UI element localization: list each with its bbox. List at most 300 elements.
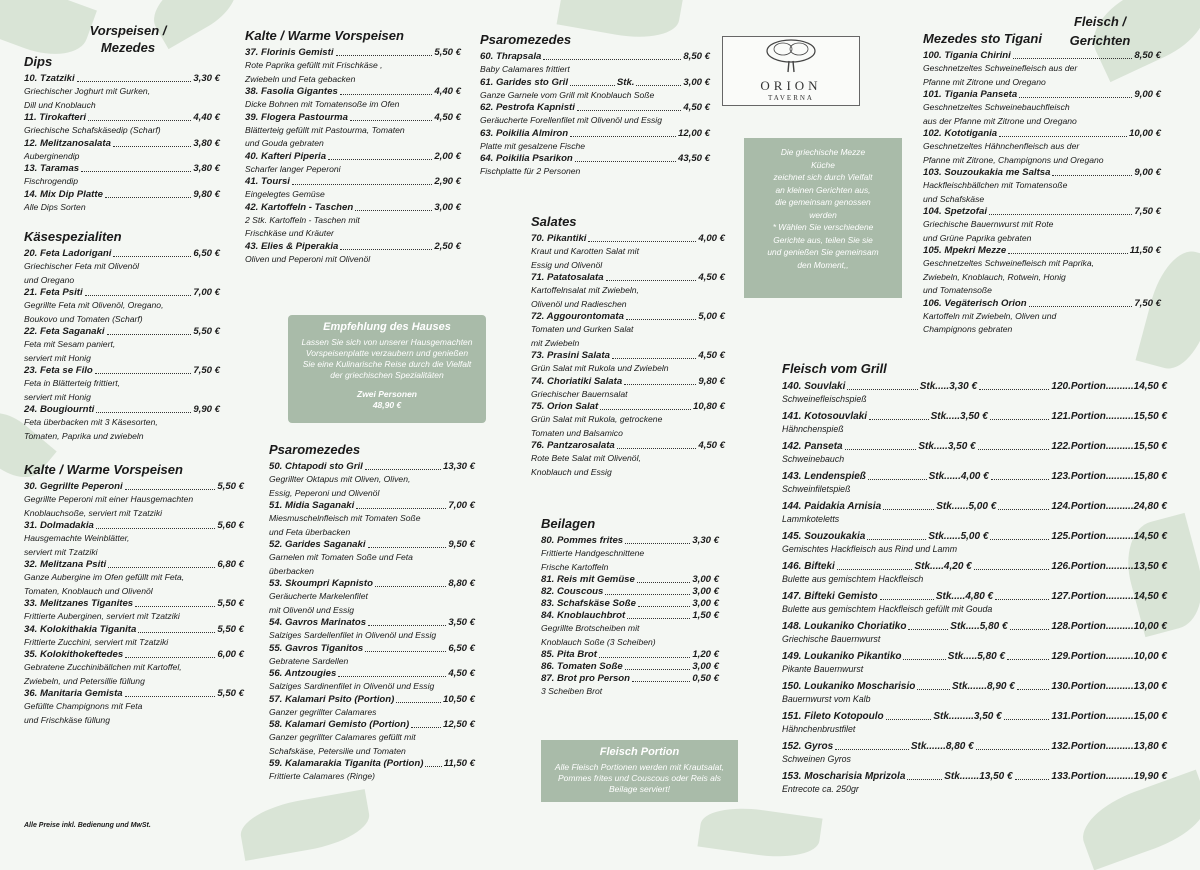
empfehlung-box — [288, 315, 486, 423]
menu-item-desc: und Grüne Paprika gebraten — [923, 232, 1032, 243]
grill-item-price: 10,00 € — [1133, 621, 1167, 632]
dot-leader — [990, 530, 1049, 540]
empfehlung-price: 48,90 € — [372, 400, 402, 410]
menu-item-price: 4,40 € — [193, 112, 220, 123]
menu-item-name: 87. Brot pro Person — [541, 673, 631, 684]
beil-title: Beilagen — [541, 516, 596, 531]
grill-item-desc: Schweinefleischspieß — [782, 394, 867, 404]
grill-item-price: 14,50 € — [1133, 531, 1168, 542]
menu-item-price: 2,90 € — [434, 176, 461, 187]
dot-leader — [95, 365, 192, 374]
menu-item-row — [541, 535, 719, 547]
grill-item-name: 152. Gyros — [782, 741, 834, 752]
grill-item-stk: Stk.....4,80 € — [935, 591, 994, 602]
logo-name: ORION — [760, 78, 822, 93]
fg-title-line1: Fleisch / — [1073, 14, 1127, 29]
menu-item-row — [24, 649, 244, 661]
salat-title: Salates — [531, 214, 577, 229]
menu-item-name: 103. Souzoukakia me Saltsa — [923, 167, 1051, 178]
menu-item-name: 56. Antzougies — [269, 668, 337, 679]
dot-leader — [1029, 298, 1133, 307]
menu-item-price: 3,00 € — [434, 201, 461, 213]
grill-item-stk: Stk.......13,50 € — [944, 771, 1013, 782]
fg-title-line2: Gerichten — [1069, 33, 1131, 48]
menu-item-desc: Zwiebeln, Knoblauch, Rotwein, Honig — [923, 271, 1066, 282]
menu-item-price: 7,50 € — [1134, 297, 1161, 309]
menu-item-desc: Frittierte Zucchini, serviert mit Tzatziki — [24, 636, 169, 647]
menu-item-desc: und Tomatensoße — [923, 285, 992, 295]
menu-item-price: 9,50 € — [448, 539, 475, 550]
dot-leader — [425, 758, 441, 767]
box-text-line: Lassen Sie sich von unserer Hausgemachten — [301, 337, 473, 347]
menu-item-desc: serviert mit Honig — [24, 352, 91, 363]
grill-item-desc: Hähnchenspieß — [782, 424, 844, 434]
menu-item-name: 42. Kartoffeln - Taschen — [245, 201, 354, 213]
dot-leader — [543, 51, 681, 60]
grill-item-price: 15,50 € — [1133, 441, 1167, 452]
grill-item-name: 143. Lendenspieß — [782, 471, 866, 482]
grill-item-row — [782, 560, 1167, 573]
menu-item-price: 5,50 € — [217, 623, 244, 635]
menu-item-desc: Eingelegtes Gemüse — [245, 189, 325, 199]
menu-item-name: 14. Mix Dip Platte — [24, 188, 103, 200]
dot-leader — [292, 176, 432, 185]
menu-item-desc: Auberginendip — [24, 150, 80, 161]
dot-leader — [328, 151, 432, 160]
dot-leader — [605, 586, 690, 595]
dot-leader — [577, 102, 681, 111]
menu-item-row — [923, 128, 1161, 140]
box-text-line: der griechischen Spezialitäten — [330, 370, 444, 380]
menu-item-desc: Gegrillter Oktapus mit Oliven, Oliven, — [269, 474, 411, 484]
grill-item-portion: 125.Portion.......... — [1051, 531, 1134, 542]
box-text-line: * Wählen Sie verschiedene — [772, 222, 874, 232]
grill-item-desc: Griechische Bauernwurst — [782, 634, 881, 644]
menu-item-desc: Frische Kartoffeln — [541, 561, 609, 572]
empfehlung-title: Empfehlung des Hauses — [323, 321, 451, 333]
menu-item-name: 41. Toursi — [245, 176, 290, 187]
menu-item-name: 73. Prasini Salata — [531, 350, 610, 361]
menu-item-price: 5,50 € — [217, 481, 244, 492]
box-text-line: Beilage serviert! — [609, 784, 670, 794]
menu-item-row — [24, 73, 220, 85]
dot-leader — [907, 770, 942, 780]
dot-leader — [880, 590, 934, 600]
grill-item-desc: Hähnchenbrustfilet — [782, 724, 856, 734]
grill-item-portion: 131.Portion.......... — [1051, 711, 1134, 722]
psaro3-title: Psaromezedes — [480, 32, 572, 47]
dot-leader — [570, 128, 676, 137]
menu-item-desc: Feta mit Sesam paniert, — [24, 339, 116, 349]
menu-item-desc: Tomaten und Gurken Salat — [531, 324, 634, 334]
grill-item-stk: Stk.....4,20 € — [914, 561, 972, 572]
menu-item-name: 50. Chtapodi sto Gril — [269, 461, 363, 472]
menu-item-price: 7,00 € — [448, 500, 475, 511]
dot-leader — [138, 624, 215, 633]
menu-item-price: 11,50 € — [443, 758, 475, 769]
menu-item-name: 20. Feta Ladorigani — [24, 248, 112, 259]
grill-item-portion: 132.Portion.......... — [1051, 741, 1134, 752]
dot-leader — [837, 560, 913, 570]
menu-item-row — [480, 102, 710, 114]
menu-item-desc: Gebratene Sardellen — [269, 655, 349, 666]
menu-item-price: 8,80 € — [448, 578, 475, 589]
menu-item-name: 83. Schafskäse Soße — [541, 598, 636, 609]
menu-item-row — [269, 500, 475, 512]
dot-leader — [107, 326, 192, 335]
grill-item-portion: 124.Portion.......... — [1051, 501, 1134, 512]
menu-item-price: 7,00 € — [193, 287, 220, 298]
menu-item-name: 54. Gavros Marinatos — [269, 617, 367, 628]
menu-item-desc: Griechischer Joghurt mit Gurken, — [24, 86, 151, 96]
grill-item-row — [782, 770, 1167, 783]
menu-item-desc: Gegrillte Peperoni mit einer Hausgemachten — [24, 494, 194, 504]
box-text-line: Küche — [811, 159, 835, 170]
menu-item-name: 36. Manitaria Gemista — [24, 688, 123, 699]
dot-leader — [625, 535, 690, 544]
menu-item-price: 10,00 € — [1128, 128, 1161, 139]
menu-item-desc: Frittierte Calamares (Ringe) — [269, 771, 376, 781]
menu-item-row — [269, 668, 475, 680]
dot-leader — [365, 461, 441, 470]
dot-leader — [845, 440, 917, 450]
menu-item-name: 85. Pita Brot — [541, 649, 597, 660]
grill-item-portion: 127.Portion.......... — [1051, 591, 1134, 602]
menu-item-row — [923, 167, 1161, 179]
grill-item-desc: Schweinebauch — [782, 454, 845, 464]
menu-item-name: 51. Midia Saganaki — [269, 500, 355, 511]
decor-leaf — [697, 802, 822, 863]
menu-item-price: 8,50 € — [683, 51, 710, 62]
grill-item-price: 15,80 € — [1133, 471, 1167, 482]
grill-item-portion: 129.Portion.......... — [1051, 651, 1134, 662]
menu-item-name: 32. Melitzana Psiti — [24, 559, 107, 570]
menu-item-row — [531, 272, 725, 284]
menu-item-row — [24, 189, 220, 201]
menu-item-price: 2,50 € — [434, 240, 461, 252]
menu-item-name: 35. Kolokithokeftedes — [24, 649, 124, 660]
menu-item-price: 9,00 € — [1134, 89, 1161, 100]
grill-title: Fleisch vom Grill — [782, 361, 887, 376]
dot-leader — [979, 380, 1049, 390]
dot-leader — [77, 73, 192, 82]
dot-leader — [396, 694, 441, 703]
grill-item-row — [782, 440, 1167, 453]
menu-item-desc: Oliven und Peperoni mit Olivenöl — [245, 253, 371, 264]
menu-item-desc: Kraut und Karotten Salat mit — [531, 246, 639, 256]
kaese-list — [24, 248, 220, 442]
menu-item-desc: Salziges Sardellenfilet in Olivenöl und Essig — [269, 630, 437, 640]
menu-item-desc: überbacken — [269, 565, 314, 576]
menu-item-desc: Hackfleischbällchen mit Tomatensoße — [923, 180, 1068, 190]
col3-beil — [541, 516, 719, 699]
menu-item-name: 61. Garides sto Gril — [480, 76, 568, 88]
menu-item-row — [541, 661, 719, 673]
grill-item-name: 140. Souvlaki — [782, 381, 846, 392]
menu-item-name: 64. Poikilia Psarikon — [480, 153, 573, 164]
menu-item-price: 3,00 € — [683, 76, 710, 88]
col1-heading-line2: Mezedes — [100, 40, 156, 55]
col4-grill — [782, 361, 1167, 800]
menu-item-desc: Essig und Olivenöl — [531, 259, 603, 270]
menu-item-price: 3,80 € — [193, 163, 220, 174]
dot-leader — [625, 661, 691, 670]
menu-item-desc: Griechische Bauernwurst mit Rote — [923, 219, 1054, 229]
grill-item-stk: Stk.........3,50 € — [933, 711, 1002, 722]
menu-item-price: 10,80 € — [692, 401, 725, 412]
menu-item-name: 76. Pantzarosalata — [531, 440, 615, 451]
psaro3-list — [480, 51, 710, 178]
grill-item-stk: Stk......5,00 € — [928, 531, 989, 542]
menu-item-desc: Ganze Aubergine im Ofen gefüllt mit Feta, — [24, 572, 185, 582]
dips-list — [24, 73, 220, 213]
menu-item-price: 4,50 € — [683, 102, 710, 113]
menu-item-row — [531, 233, 725, 245]
menu-item-name: 60. Thrapsala — [480, 51, 542, 62]
grill-item-stk: Stk.......8,90 € — [951, 681, 1015, 692]
menu-item-name: 63. Poikilia Almiron — [480, 127, 569, 139]
menu-item-row — [480, 153, 710, 165]
grill-item-row — [782, 530, 1167, 543]
menu-item-price: 5,50 € — [434, 47, 461, 58]
menu-item-row — [24, 688, 244, 700]
beil-list — [541, 535, 719, 698]
menu-item-desc: Feta in Blätterteig frittiert, — [24, 378, 120, 388]
menu-item-price: 4,50 € — [448, 668, 475, 679]
dot-leader — [638, 598, 690, 607]
menu-item-row — [24, 163, 220, 175]
menu-item-desc: Geschnetzeltes Schweinebauchfleisch — [923, 102, 1070, 112]
menu-item-price: 13,30 € — [442, 461, 475, 472]
menu-item-desc: Dill und Knoblauch — [24, 99, 96, 110]
menu-item-row — [245, 112, 461, 124]
grill-item-portion: 122.Portion.......... — [1051, 441, 1134, 452]
menu-item-name: 11. Tirokafteri — [24, 112, 87, 123]
grill-item-desc: Schweinfiletspieß — [782, 484, 851, 494]
dot-leader — [989, 206, 1132, 215]
menu-item-price: 4,40 € — [434, 86, 461, 97]
grill-item-row — [782, 740, 1167, 753]
dot-leader — [1052, 167, 1132, 176]
grill-item-name: 145. Souzoukakia — [782, 531, 866, 542]
menu-item-row — [269, 461, 475, 473]
dot-leader — [588, 233, 696, 242]
grill-item-name: 151. Fileto Kotopoulo — [782, 711, 884, 722]
grill-item-price: 24,80 € — [1133, 501, 1167, 512]
menu-item-price: 3,50 € — [448, 617, 475, 628]
menu-item-name: 101. Tigania Panseta — [923, 89, 1018, 100]
menu-item-desc: Gebratene Zucchinibällchen mit Kartoffel, — [24, 662, 182, 672]
dot-leader — [368, 617, 446, 626]
menu-item-price: 2,00 € — [434, 150, 461, 162]
box-text-line: zeichnet sich durch Vielfalt — [773, 172, 873, 182]
menu-item-name: 82. Couscous — [541, 586, 604, 597]
box-text-line: und genießen Sie gemeinsam — [767, 247, 879, 257]
dot-leader — [627, 610, 690, 619]
menu-item-price: 43,50 € — [677, 153, 710, 164]
dot-leader — [976, 740, 1050, 750]
menu-item-price: 7,50 € — [193, 365, 220, 376]
grill-item-desc: Entrecote ca. 250gr — [782, 784, 859, 794]
menu-item-desc: Knoblauch Soße (3 Scheiben) — [541, 636, 656, 647]
menu-item-desc: Geräucherte Forellenfilet mit Olivenöl und Essig — [480, 115, 662, 125]
menu-item-row — [531, 440, 725, 452]
menu-item-desc: Hausgemachte Weinblätter, — [24, 533, 130, 543]
dot-leader — [624, 376, 696, 385]
menu-item-desc: Platte mit gesalzene Fische — [480, 140, 586, 151]
menu-item-desc: Griechischer Bauernsalat — [531, 388, 628, 399]
dot-leader — [883, 500, 934, 510]
menu-item-row — [269, 643, 475, 655]
menu-item-row — [245, 86, 461, 98]
tree-icon — [761, 39, 821, 73]
menu-item-desc: Salziges Sardinenfilet in Olivenöl und Essig — [269, 681, 435, 691]
grill-item-name: 146. Bifteki — [782, 561, 835, 572]
psaro2-title: Psaromezedes — [269, 442, 361, 457]
dot-leader — [1015, 770, 1050, 780]
dot-leader — [355, 202, 432, 211]
dot-leader — [88, 112, 191, 121]
dot-leader — [632, 673, 690, 682]
col3-top — [480, 32, 710, 179]
menu-item-row — [24, 138, 220, 150]
dot-leader — [886, 710, 932, 720]
menu-item-row — [245, 176, 461, 188]
menu-item-desc: Garnelen mit Tomaten Soße und Feta — [269, 552, 413, 562]
dot-leader — [637, 574, 690, 583]
menu-item-price: 4,50 € — [698, 440, 725, 451]
menu-item-desc: Gefüllte Champignons mit Feta — [24, 701, 143, 711]
menu-item-name: 23. Feta se Filo — [24, 365, 93, 376]
dot-leader — [626, 311, 696, 320]
grill-item-stk: Stk......4,00 € — [928, 471, 989, 482]
menu-item-name: 40. Kafteri Piperia — [245, 150, 327, 162]
grill-item-price: 13,00 € — [1133, 681, 1167, 692]
menu-item-desc: Frittierte Handgeschnittene — [541, 548, 645, 558]
menu-item-desc: serviert mit Honig — [24, 391, 91, 402]
box-text-line: werden — [809, 209, 837, 220]
grill-item-name: 148. Loukaniko Choriatiko — [782, 621, 907, 632]
dot-leader — [990, 410, 1050, 420]
dot-leader — [600, 401, 691, 410]
menu-item-name: 33. Melitzanes Tiganites — [24, 598, 134, 609]
menu-item-unit: Stk. — [616, 76, 635, 88]
menu-item-name: 84. Knoblauchbrot — [541, 610, 626, 621]
menu-item-row — [531, 376, 725, 388]
dot-leader — [368, 539, 447, 548]
menu-item-price: 4,50 € — [698, 350, 725, 361]
menu-item-price: 0,50 € — [692, 673, 719, 684]
dot-leader — [903, 650, 945, 660]
dot-leader — [1013, 50, 1133, 59]
menu-item-row — [923, 298, 1161, 310]
menu-item-desc: Fischrogendip — [24, 176, 78, 186]
grill-item-row — [782, 470, 1167, 483]
menu-item-name: 38. Fasolia Gigantes — [245, 86, 338, 97]
menu-item-row — [24, 559, 244, 571]
menu-item-name: 59. Kalamarakia Tiganita (Portion) — [269, 758, 424, 769]
menu-item-desc: Pfanne mit Zitrone, Champignons und Oregano — [923, 154, 1104, 165]
salat-list — [531, 233, 725, 478]
menu-item-row — [24, 112, 220, 124]
grill-item-portion: 133.Portion.......... — [1051, 771, 1134, 782]
dot-leader — [1008, 245, 1128, 254]
dot-leader — [867, 530, 926, 540]
dot-leader — [575, 153, 676, 162]
kaese-title: Käsespezialiten — [24, 229, 122, 244]
grill-item-row — [782, 620, 1167, 633]
box-text-line: Gerichte aus, teilen Sie sie — [773, 234, 873, 245]
menu-item-row — [24, 248, 220, 260]
kw2-list — [245, 47, 461, 265]
menu-item-desc: Schafskäse, Petersilie und Tomaten — [269, 745, 406, 756]
menu-item-desc: mit Olivenöl und Essig — [269, 604, 355, 615]
menu-item-row — [24, 365, 220, 377]
grill-item-desc: Bulette aus gemischtem Hackfleisch gefüllt mit Gouda — [782, 604, 993, 614]
menu-item-desc: serviert mit Tzatziki — [24, 546, 98, 557]
decor-leaf — [237, 789, 374, 861]
box-text-line: Alle Fleisch Portionen werden mit Krautsalat, — [554, 762, 725, 772]
grill-item-portion: 130.Portion.......... — [1051, 681, 1134, 692]
menu-item-row — [245, 151, 461, 163]
col1 — [24, 22, 244, 727]
menu-item-desc: Kartoffelnsalat mit Zwiebeln, — [531, 285, 639, 295]
menu-item-name: 53. Skoumpri Kapnisto — [269, 578, 373, 589]
menu-item-price: 3,00 € — [692, 598, 719, 609]
dot-leader — [1019, 89, 1132, 98]
grill-item-price: 15,50 € — [1133, 411, 1168, 422]
menu-item-name: 58. Kalamari Gemisto (Portion) — [269, 719, 410, 730]
menu-item-name: 106. Vegäterisch Orion — [923, 297, 1027, 309]
col2-bottom — [269, 442, 475, 784]
dot-leader — [869, 410, 929, 420]
box-text-line: Vorspeisenplatte verzaubern und genießen — [305, 348, 469, 358]
footnote: Alle Preise inkl. Bedienung und MwSt. — [24, 822, 151, 829]
grill-item-stk: Stk.....5,80 € — [950, 621, 1008, 632]
dot-leader — [599, 649, 690, 658]
dot-leader — [336, 47, 433, 56]
dips-title: Dips — [24, 54, 53, 69]
grill-item-name: 142. Panseta — [782, 441, 843, 452]
menu-item-row — [24, 404, 220, 416]
menu-item-row — [923, 206, 1161, 218]
dot-leader — [974, 560, 1050, 570]
menu-item-desc: Ganzer gegrillter Calamares gefüllt mit — [269, 732, 416, 742]
menu-item-desc: Tomaten, Paprika und zwiebeln — [24, 430, 144, 441]
tigani-list — [923, 50, 1161, 336]
menu-item-name: 62. Pestrofa Kapnisti — [480, 102, 575, 113]
menu-item-desc: Olivenöl und Radieschen — [531, 298, 627, 309]
menu-item-name: 71. Patatosalata — [531, 272, 604, 283]
menu-item-desc: Alle Dips Sorten — [24, 201, 86, 212]
grill-item-row — [782, 590, 1167, 603]
mezze-info-text — [744, 138, 902, 271]
menu-item-price: 4,00 € — [698, 233, 725, 244]
grill-item-row — [782, 410, 1167, 423]
grill-list — [782, 380, 1167, 795]
menu-item-price: 9,00 € — [1134, 167, 1161, 178]
grill-item-portion: 121.Portion.......... — [1051, 411, 1134, 422]
menu-item-name: 34. Kolokithakia Tiganita — [24, 623, 137, 635]
menu-item-row — [531, 311, 725, 323]
dot-leader — [340, 86, 433, 95]
menu-item-name: 81. Reis mit Gemüse — [541, 574, 635, 585]
menu-item-row — [24, 481, 244, 493]
dot-leader — [365, 643, 446, 652]
grill-item-price: 13,80 € — [1133, 741, 1167, 752]
menu-item-desc: und Gouda gebraten — [245, 138, 324, 148]
kw2-title: Kalte / Warme Vorspeisen — [245, 28, 404, 43]
